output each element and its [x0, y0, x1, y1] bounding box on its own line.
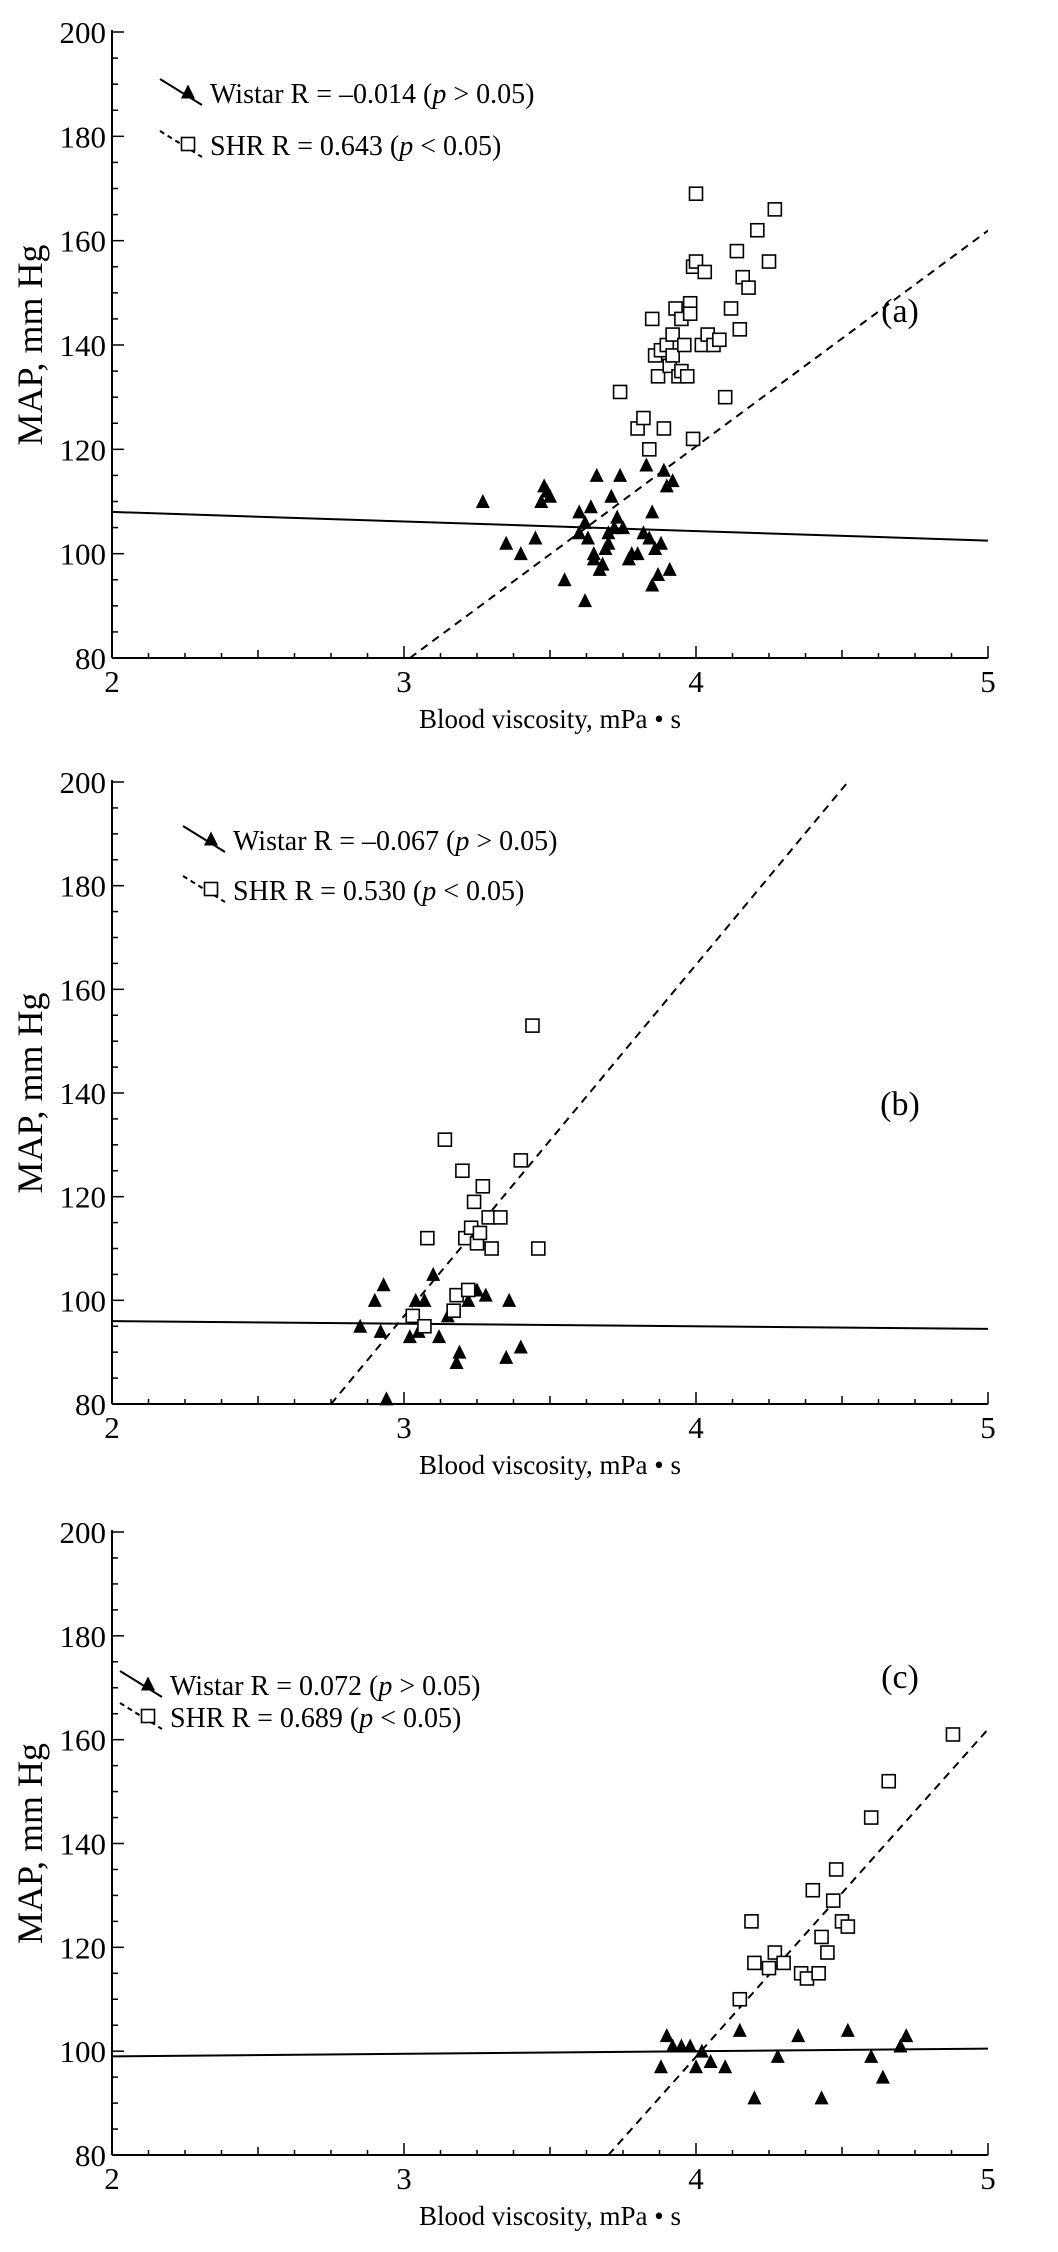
legend-entry-shr — [120, 1703, 461, 1734]
legend-text: Wistar R = –0.067 (p > 0.05) — [233, 826, 558, 857]
legend-entry-wistar — [183, 826, 557, 857]
x-tick-label: 2 — [104, 2161, 120, 2196]
y-tick-label: 100 — [59, 2034, 106, 2070]
data-point — [751, 224, 764, 237]
data-point — [687, 432, 700, 445]
y-tick-label: 180 — [59, 1618, 106, 1654]
y-tick-label: 160 — [59, 972, 106, 1008]
panel-label: (c) — [881, 1659, 919, 1696]
y-tick-label: 140 — [59, 1076, 106, 1111]
data-point — [730, 245, 743, 258]
x-axis-label: Blood viscosity, mPa • s — [419, 1450, 681, 1480]
data-point — [654, 2059, 668, 2073]
data-point — [657, 463, 671, 477]
data-point — [821, 1946, 834, 1959]
y-tick-label: 200 — [59, 765, 106, 800]
data-point — [368, 1293, 382, 1307]
y-axis-label: MAP, mm Hg — [10, 1742, 50, 1945]
data-point — [815, 1930, 828, 1943]
legend-text: SHR R = 0.530 (p < 0.05) — [233, 876, 525, 907]
data-point — [604, 489, 618, 503]
data-point — [683, 2038, 697, 2052]
legend-line-sample — [120, 1671, 162, 1697]
data-point — [865, 1811, 878, 1824]
legend-marker — [182, 138, 195, 151]
fit-line-wistar — [112, 512, 988, 541]
data-point — [806, 1884, 819, 1897]
legend-marker — [181, 85, 195, 99]
data-point — [374, 1324, 388, 1338]
legend-entry-shr — [160, 131, 501, 162]
data-point — [763, 255, 776, 268]
data-point — [748, 1956, 761, 1969]
y-tick-label: 80 — [75, 1387, 106, 1422]
data-point — [864, 2049, 878, 2063]
x-tick-label: 2 — [104, 664, 120, 699]
data-point — [747, 2090, 761, 2104]
data-point — [841, 2023, 855, 2037]
data-point — [946, 1728, 959, 1741]
x-tick-label: 4 — [688, 664, 704, 699]
y-tick-label: 200 — [59, 15, 106, 50]
data-point — [526, 1019, 539, 1032]
data-point — [815, 2090, 829, 2104]
data-point — [678, 339, 691, 352]
fit-line-shr — [608, 1729, 988, 2155]
y-tick-label: 120 — [59, 1179, 106, 1215]
data-point — [733, 1993, 746, 2006]
data-point — [742, 281, 755, 294]
x-tick-label: 3 — [396, 664, 412, 699]
data-point — [646, 312, 659, 325]
data-point — [485, 1242, 498, 1255]
y-tick-label: 100 — [59, 536, 106, 572]
data-point — [684, 307, 697, 320]
data-point — [514, 1154, 527, 1167]
data-point — [417, 1293, 431, 1307]
data-point — [558, 572, 572, 586]
data-point — [639, 457, 653, 471]
y-tick-label: 180 — [59, 868, 106, 904]
y-tick-label: 140 — [59, 1826, 106, 1862]
data-point — [514, 546, 528, 560]
data-point — [657, 422, 670, 435]
x-tick-label: 3 — [396, 2161, 412, 2196]
data-point — [532, 1242, 545, 1255]
data-point — [499, 1350, 513, 1364]
panel-label: (a) — [881, 293, 919, 330]
y-tick-label: 120 — [59, 432, 106, 468]
x-tick-label: 5 — [980, 2161, 996, 2196]
data-point — [637, 412, 650, 425]
fit-line-wistar — [112, 2049, 988, 2057]
data-point — [698, 265, 711, 278]
data-point — [456, 1164, 469, 1177]
x-axis-label: Blood viscosity, mPa • s — [419, 704, 681, 734]
y-axis-label: MAP, mm Hg — [10, 244, 50, 446]
y-tick-label: 140 — [59, 328, 106, 363]
panel-label: (b) — [880, 1086, 920, 1123]
x-tick-label: 2 — [104, 1410, 120, 1445]
data-point — [777, 1956, 790, 1969]
y-tick-label: 80 — [75, 2138, 106, 2173]
y-tick-label: 160 — [59, 223, 106, 259]
legend-marker — [204, 832, 218, 846]
y-tick-label: 180 — [59, 119, 106, 155]
data-point — [610, 510, 624, 524]
data-point — [353, 1319, 367, 1333]
data-point — [514, 1339, 528, 1353]
data-point — [499, 536, 513, 550]
data-point — [502, 1293, 516, 1307]
data-point — [377, 1277, 391, 1291]
data-point — [830, 1863, 843, 1876]
data-point — [745, 1915, 758, 1928]
data-point — [660, 2028, 674, 2042]
y-tick-label: 100 — [59, 1283, 106, 1319]
data-point — [651, 567, 665, 581]
data-point — [645, 504, 659, 518]
y-tick-label: 160 — [59, 1722, 106, 1758]
legend-text: Wistar R = 0.072 (p > 0.05) — [170, 1671, 481, 1702]
legend-line-sample — [160, 79, 202, 105]
legend-text: Wistar R = –0.014 (p > 0.05) — [210, 79, 535, 110]
data-point — [713, 333, 726, 346]
data-point — [438, 1133, 451, 1146]
data-point — [654, 536, 668, 550]
data-point — [663, 562, 677, 576]
data-point — [643, 443, 656, 456]
legend-entry-shr — [183, 876, 524, 907]
legend-text: SHR R = 0.643 (p < 0.05) — [210, 131, 502, 162]
data-point — [421, 1232, 434, 1245]
series-shr — [614, 187, 782, 456]
data-point — [572, 504, 586, 518]
data-point — [725, 302, 738, 315]
data-point — [733, 323, 746, 336]
data-point — [768, 203, 781, 216]
data-point — [584, 499, 598, 513]
legend-marker — [141, 1677, 155, 1691]
chart-panel-1 — [10, 765, 996, 1480]
data-point — [432, 1329, 446, 1343]
data-point — [882, 1775, 895, 1788]
data-point — [718, 2059, 732, 2073]
data-point — [468, 1195, 481, 1208]
data-point — [763, 1962, 776, 1975]
data-point — [876, 2070, 890, 2084]
data-point — [462, 1283, 475, 1296]
legend-text: SHR R = 0.689 (p < 0.05) — [170, 1703, 462, 1734]
legend-entry-wistar — [160, 79, 534, 110]
series-wistar — [353, 1267, 528, 1405]
data-point — [494, 1211, 507, 1224]
data-point — [614, 385, 627, 398]
series-wistar — [654, 2023, 913, 2104]
x-tick-label: 5 — [980, 1410, 996, 1445]
data-point — [447, 1304, 460, 1317]
data-point — [473, 1226, 486, 1239]
data-point — [476, 494, 490, 508]
legend-marker — [205, 883, 218, 896]
data-point — [578, 593, 592, 607]
data-point — [452, 1345, 466, 1359]
data-point — [827, 1894, 840, 1907]
x-tick-label: 3 — [396, 1410, 412, 1445]
fit-line-wistar — [112, 1321, 988, 1329]
x-tick-label: 5 — [980, 664, 996, 699]
chart-panel-0 — [10, 15, 1058, 734]
y-tick-label: 80 — [75, 641, 106, 676]
legend-line-sample — [183, 826, 225, 852]
data-point — [899, 2028, 913, 2042]
chart-panel-2 — [10, 1515, 996, 2231]
data-point — [733, 2023, 747, 2037]
y-axis-label: MAP, mm Hg — [10, 992, 50, 1194]
data-point — [681, 370, 694, 383]
legend-entry-wistar — [120, 1671, 480, 1702]
data-point — [418, 1320, 431, 1333]
y-tick-label: 120 — [59, 1930, 106, 1966]
data-point — [689, 2059, 703, 2073]
data-point — [690, 187, 703, 200]
series-shr — [733, 1728, 959, 2006]
x-tick-label: 4 — [688, 2161, 704, 2196]
x-tick-label: 4 — [688, 1410, 704, 1445]
data-point — [791, 2028, 805, 2042]
data-point — [476, 1180, 489, 1193]
data-point — [719, 391, 732, 404]
data-point — [528, 531, 542, 545]
fit-line-shr — [410, 32, 1058, 658]
data-point — [613, 468, 627, 482]
data-point — [812, 1967, 825, 1980]
y-tick-label: 200 — [59, 1515, 106, 1550]
data-point — [590, 468, 604, 482]
data-point — [379, 1391, 393, 1405]
x-axis-label: Blood viscosity, mPa • s — [419, 2201, 681, 2231]
legend-marker — [142, 1710, 155, 1723]
data-point — [841, 1920, 854, 1933]
